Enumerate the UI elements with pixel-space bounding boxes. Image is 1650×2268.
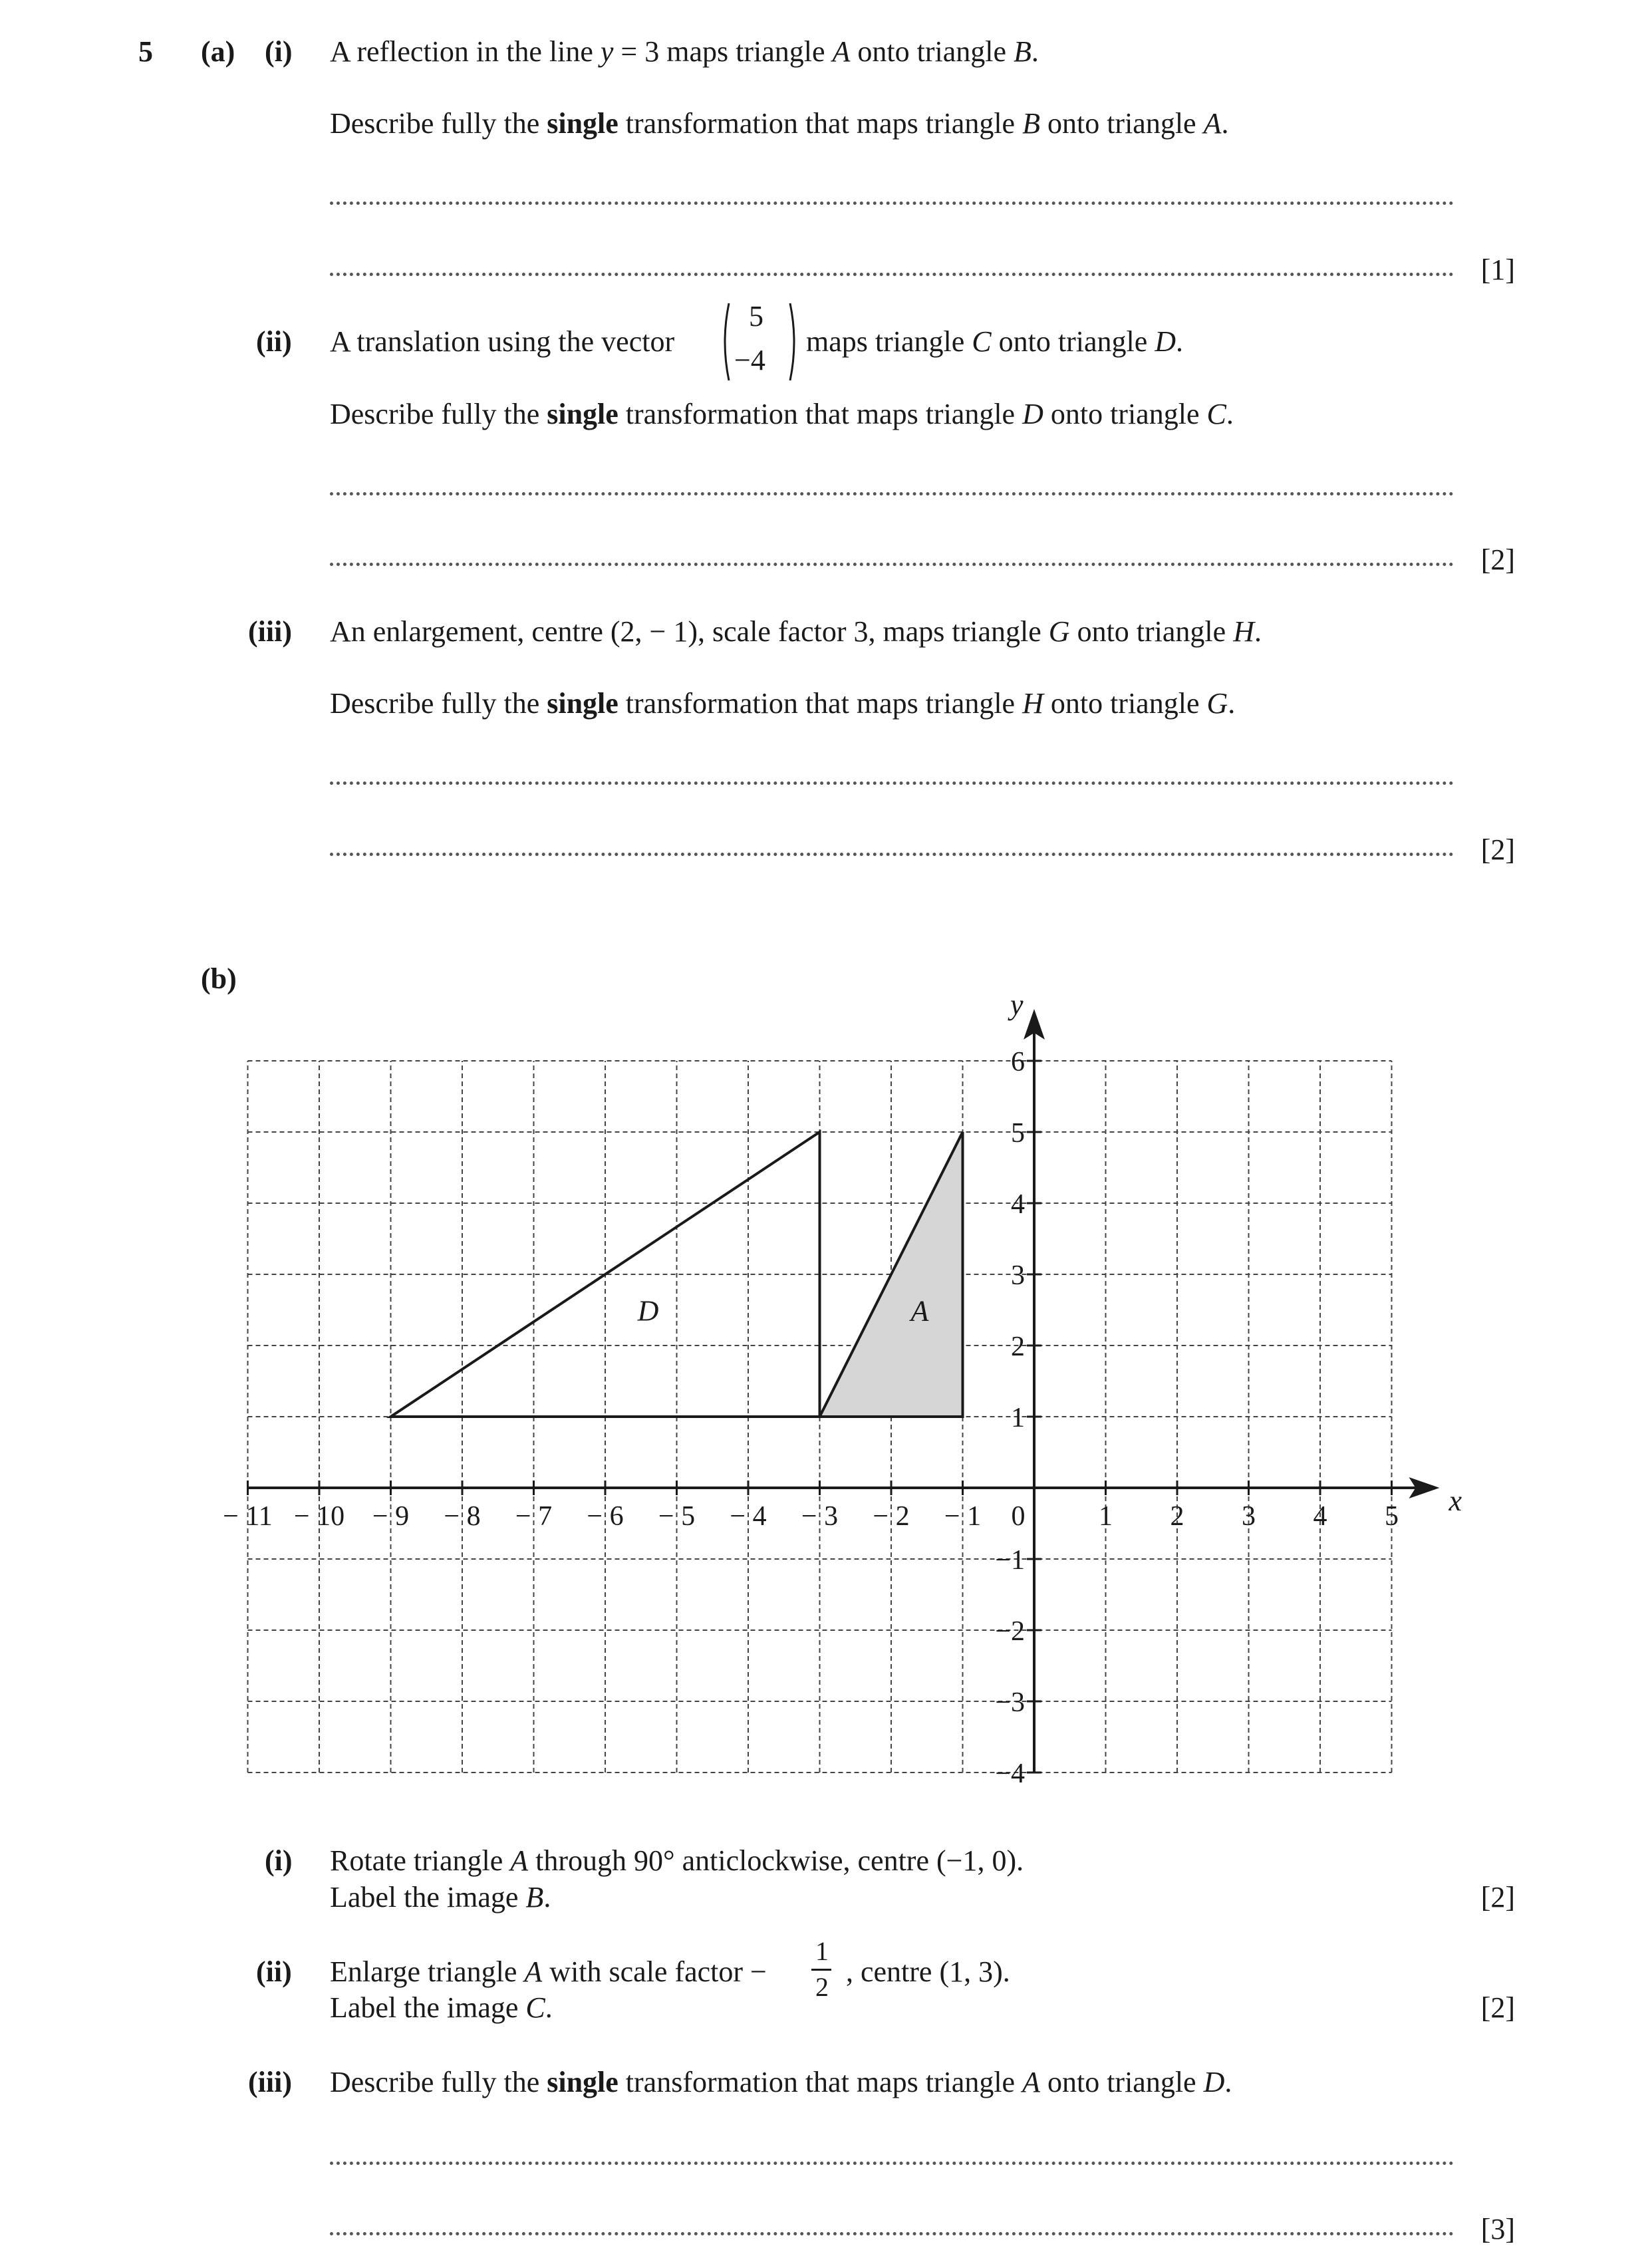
- part-b-ii-label: (ii): [256, 1955, 292, 1988]
- part-a-label: (a): [201, 35, 235, 68]
- fraction-bar: [811, 1969, 831, 1971]
- marks-a-i: [1]: [1480, 253, 1515, 286]
- y-tick-label: 3: [1011, 1260, 1025, 1291]
- part-b-iii-label: (iii): [248, 2066, 292, 2098]
- y-tick-label: −2: [995, 1616, 1025, 1647]
- x-tick-label: − 2: [873, 1501, 910, 1532]
- question-number: 5: [138, 35, 153, 68]
- triangle-D: [391, 1132, 820, 1417]
- y-tick-label: 5: [1011, 1118, 1025, 1149]
- y-tick-label: −4: [995, 1759, 1025, 1789]
- x-tick-label: 5: [1385, 1501, 1399, 1532]
- x-tick-label: 4: [1313, 1501, 1327, 1532]
- part-a-i-question: A reflection in the line y = 3 maps triangle A onto triangle B.: [330, 35, 1039, 68]
- answer-line[interactable]: [330, 2162, 1454, 2165]
- y-tick-label: −1: [995, 1545, 1025, 1576]
- x-tick-label: − 11: [223, 1501, 273, 1532]
- part-a-iii-label: (iii): [248, 615, 292, 648]
- marks-b-iii: [3]: [1480, 2213, 1515, 2245]
- part-b-i-label: (i): [265, 1844, 293, 1877]
- marks-b-ii: [2]: [1480, 1991, 1515, 2024]
- fraction-numerator: 1: [815, 1936, 829, 1966]
- part-a-ii-instruction: Describe fully the single transformation that maps triangle D onto triangle C.: [330, 398, 1234, 430]
- y-tick-label: 6: [1011, 1047, 1025, 1077]
- part-a-i-instruction: Describe fully the single transformation that maps triangle B onto triangle A.: [330, 107, 1229, 140]
- fraction-denominator: 2: [815, 1972, 829, 2002]
- part-b-label: (b): [201, 962, 237, 995]
- x-tick-label: − 3: [801, 1501, 839, 1532]
- marks-a-ii: [2]: [1480, 543, 1515, 576]
- y-tick-label: −3: [995, 1687, 1025, 1718]
- y-tick-label: 2: [1011, 1332, 1025, 1362]
- part-a-iii-question: An enlargement, centre (2, − 1), scale factor 3, maps triangle G onto triangle H.: [330, 615, 1262, 648]
- part-a-ii-pre: A translation using the vector: [330, 325, 675, 358]
- marks-a-iii: [2]: [1480, 833, 1515, 866]
- part-b-ii-post: , centre (1, 3).: [846, 1955, 1010, 1988]
- y-tick-label: 4: [1011, 1189, 1025, 1220]
- x-tick-label: − 5: [658, 1501, 696, 1532]
- x-tick-label: − 10: [293, 1501, 345, 1532]
- vector-top: 5: [749, 300, 763, 333]
- x-tick-label: 0: [1011, 1501, 1026, 1532]
- x-tick-label: − 8: [444, 1501, 481, 1532]
- x-tick-label: − 9: [372, 1501, 410, 1532]
- triangle-label-A: A: [910, 1294, 929, 1328]
- part-b-iii-question: Describe fully the single transformation that maps triangle A onto triangle D.: [330, 2066, 1232, 2098]
- x-tick-label: − 7: [515, 1501, 553, 1532]
- x-tick-label: − 1: [944, 1501, 982, 1532]
- answer-line[interactable]: [330, 2232, 1454, 2235]
- x-tick-label: 3: [1242, 1501, 1256, 1532]
- vector-bottom: −4: [734, 344, 765, 376]
- x-tick-label: 1: [1099, 1501, 1113, 1532]
- part-a-i-label: (i): [265, 35, 293, 68]
- part-b-ii-label-instruction: Label the image C.: [330, 1991, 553, 2024]
- part-b-ii-pre: Enlarge triangle A with scale factor −: [330, 1955, 767, 1988]
- x-tick-label: − 6: [587, 1501, 624, 1532]
- x-tick-label: 2: [1170, 1501, 1184, 1532]
- y-tick-label: 1: [1011, 1403, 1025, 1433]
- part-a-ii-post: maps triangle C onto triangle D.: [806, 325, 1184, 358]
- part-b-i-question: Rotate triangle A through 90° anticlockwise, centre (−1, 0).: [330, 1844, 1024, 1877]
- part-b-i-label-instruction: Label the image B.: [330, 1881, 551, 1914]
- part-a-iii-instruction: Describe fully the single transformation that maps triangle H onto triangle G.: [330, 687, 1236, 720]
- x-axis-label: x: [1448, 1485, 1462, 1517]
- x-tick-label: − 4: [730, 1501, 767, 1532]
- y-axis-label: y: [1010, 988, 1024, 1021]
- part-a-ii-label: (ii): [256, 325, 292, 358]
- triangle-label-D: D: [637, 1294, 659, 1328]
- marks-b-i: [2]: [1480, 1881, 1515, 1914]
